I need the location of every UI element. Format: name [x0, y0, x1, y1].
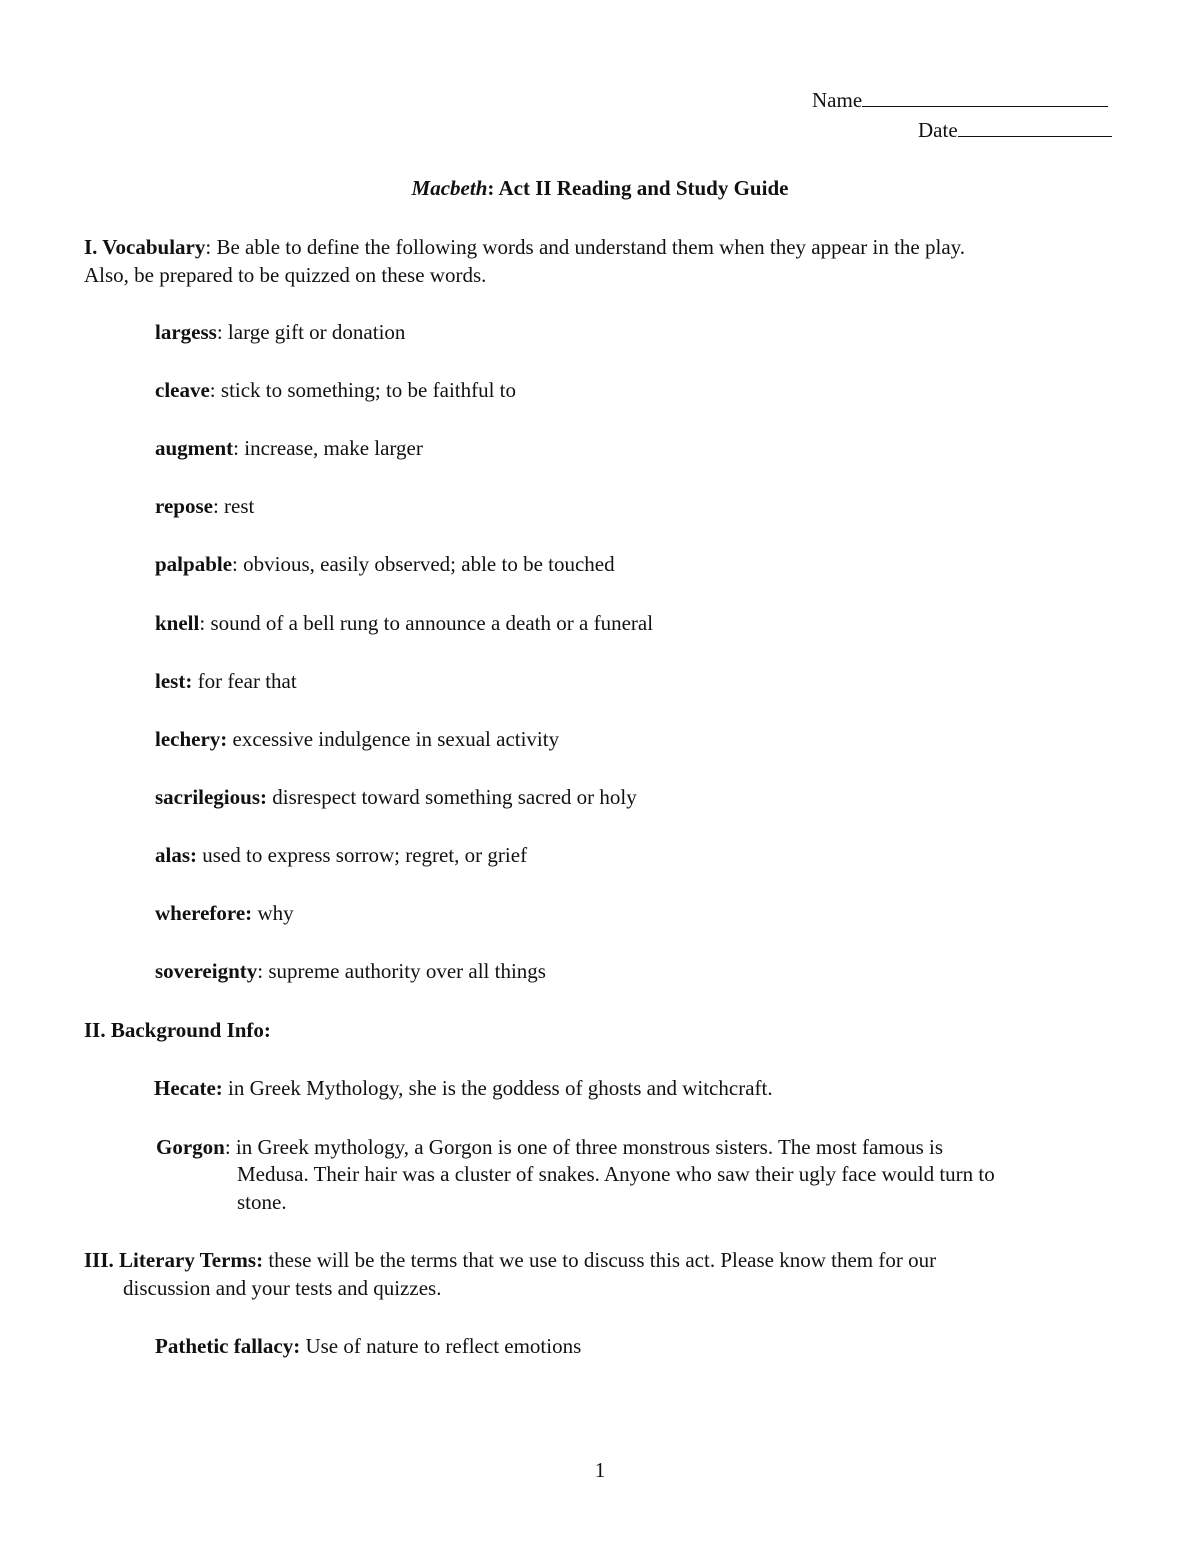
vocab-separator: :	[257, 959, 264, 983]
vocab-entry	[155, 550, 615, 578]
vocab-definition: disrespect toward something sacred or holy	[266, 785, 637, 809]
name-blank[interactable]	[862, 86, 1108, 107]
literary-terms-line1: these will be the terms that we use to discuss this act. Please know them for our	[263, 1248, 937, 1272]
vocab-definition: used to express sorrow; regret, or grief	[197, 843, 528, 867]
vocab-term: alas:	[155, 843, 197, 867]
hecate-definition: in Greek Mythology, she is the goddess of ghosts and witchcraft.	[222, 1076, 773, 1100]
vocab-separator: :	[212, 494, 219, 518]
vocab-entry	[155, 957, 546, 985]
literary-terms-heading: III. Literary Terms:	[84, 1248, 264, 1272]
vocab-definition: supreme authority over all things	[263, 959, 546, 983]
vocab-term: lechery:	[155, 727, 228, 751]
vocab-definition: stick to something; to be faithful to	[215, 378, 517, 402]
vocab-entry	[155, 667, 297, 695]
vocab-term: wherefore:	[155, 901, 253, 925]
vocab-definition: excessive indulgence in sexual activity	[227, 727, 560, 751]
vocab-term: repose	[155, 494, 213, 518]
hecate-term: Hecate:	[154, 1076, 223, 1100]
vocab-term: augment	[155, 436, 234, 460]
vocab-term: palpable	[155, 552, 233, 576]
vocab-term: knell	[155, 611, 200, 635]
vocab-entry	[155, 376, 516, 404]
literary-terms-line2: discussion and your tests and quizzes.	[123, 1276, 442, 1300]
vocab-entry	[155, 783, 637, 811]
vocab-definition: increase, make larger	[239, 436, 423, 460]
vocab-definition: large gift or donation	[222, 320, 406, 344]
vocab-entry	[155, 609, 653, 637]
vocab-separator: :	[233, 436, 240, 460]
vocab-entry	[155, 841, 527, 869]
name-field	[812, 86, 1108, 114]
vocab-entry	[155, 899, 294, 927]
vocabulary-intro	[84, 233, 965, 261]
pathetic-fallacy-entry	[155, 1332, 581, 1360]
gorgon-definition-line3: stone.	[237, 1190, 287, 1214]
name-label: Name	[812, 88, 863, 112]
vocab-term: cleave	[155, 378, 210, 402]
vocab-entry	[155, 725, 559, 753]
vocab-term: lest:	[155, 669, 193, 693]
page-number: 1	[594, 1458, 606, 1482]
vocab-term: sovereignty	[155, 959, 258, 983]
hecate-entry	[154, 1074, 773, 1102]
vocab-separator: :	[232, 552, 238, 576]
vocab-definition: sound of a bell rung to announce a death or a funeral	[205, 611, 654, 635]
gorgon-definition-line2: Medusa. Their hair was a cluster of snakes. Anyone who saw their ugly face would turn to	[237, 1162, 995, 1186]
vocab-entry	[155, 318, 405, 346]
pathetic-fallacy-definition: Use of nature to reflect emotions	[300, 1334, 582, 1358]
page-title	[0, 174, 1200, 202]
vocab-definition: why	[252, 901, 294, 925]
background-heading: II. Background Info:	[84, 1018, 271, 1042]
vocab-term: largess	[155, 320, 217, 344]
title-italic: Macbeth	[411, 176, 488, 200]
date-field	[918, 116, 1112, 144]
pathetic-fallacy-term: Pathetic fallacy:	[155, 1334, 301, 1358]
title-rest: : Act II Reading and Study Guide	[487, 176, 789, 200]
date-blank[interactable]	[958, 116, 1112, 137]
vocab-separator: :	[216, 320, 223, 344]
date-label: Date	[918, 118, 958, 142]
vocab-entry	[155, 434, 423, 462]
gorgon-entry	[156, 1133, 943, 1161]
literary-terms-intro	[84, 1246, 936, 1274]
vocab-separator: :	[199, 611, 206, 635]
vocabulary-intro-line1: : Be able to define the following words and understand them when they appear in the play.	[205, 235, 966, 259]
vocab-definition: rest	[218, 494, 255, 518]
vocabulary-intro-line2: Also, be prepared to be quizzed on these words.	[84, 263, 487, 287]
vocab-entry	[155, 492, 254, 520]
gorgon-term: Gorgon	[156, 1135, 225, 1159]
vocab-separator: :	[209, 378, 216, 402]
vocabulary-heading: I. Vocabulary	[84, 235, 206, 259]
vocab-term: sacrilegious:	[155, 785, 267, 809]
gorgon-definition-line1: : in Greek mythology, a Gorgon is one of three monstrous sisters. The most famous is	[224, 1135, 944, 1159]
vocab-definition: for fear that	[192, 669, 297, 693]
vocab-definition: obvious, easily observed; able to be touched	[237, 552, 615, 576]
